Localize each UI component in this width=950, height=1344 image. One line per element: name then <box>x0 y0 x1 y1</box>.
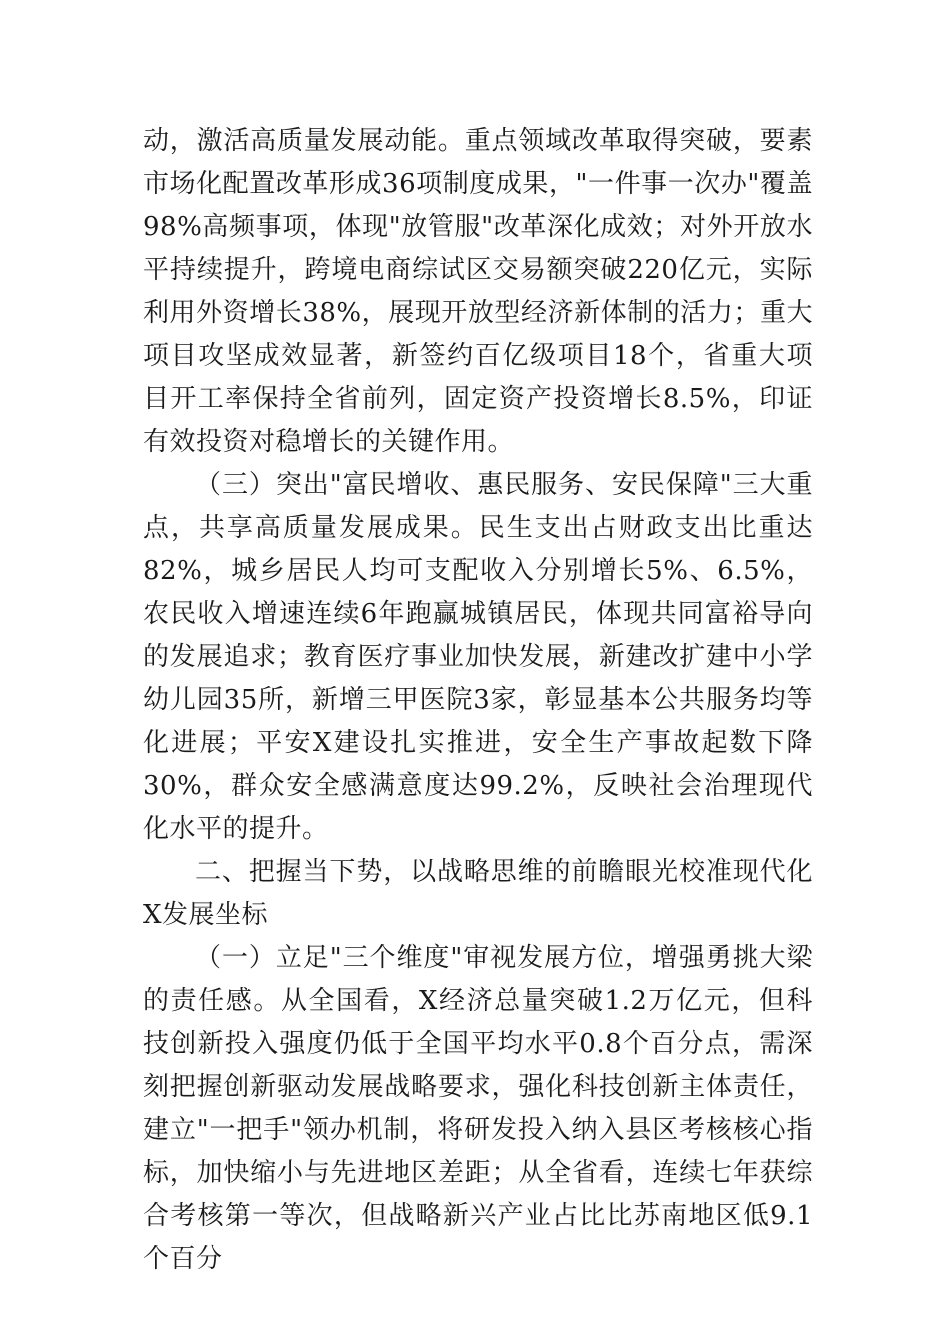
paragraph-three-dimensions: （一）立足"三个维度"审视发展方位，增强勇挑大梁的责任感。从全国看，X经济总量突破1.2万亿元，但科技创新投入强度仍低于全国平均水平0.8个百分点，需深刻把握创新驱动发展战略要求，强化科技创新主体责任，建立"一把手"领办机制，将研发投入纳入县区考核核心指标，加快缩小与先进地区差距；从全省看，连续七年获综合考核第一等次，但战略新兴产业占比比苏南地区低9.1个百分 <box>143 943 813 1274</box>
paragraph-reform-opening: 动，激活高质量发展动能。重点领域改革取得突破，要素市场化配置改革形成36项制度成果，"一件事一次办"覆盖98%高频事项，体现"放管服"改革深化成效；对外开放水平持续提升，跨境电商综试区交易额突破220亿元，实际利用外资增长38%，展现开放型经济新体制的活力；重大项目攻坚成效显著，新签约百亿级项目18个，省重大项目开工率保持全省前列，固定资产投资增长8.5%，印证有效投资对稳增长的关键作用。 <box>143 126 813 457</box>
paragraph-livelihood: （三）突出"富民增收、惠民服务、安民保障"三大重点，共享高质量发展成果。民生支出占财政支出比重达82%，城乡居民人均可支配收入分别增长5%、6.5%，农民收入增速连续6年跑赢城镇居民，体现共同富裕导向的发展追求；教育医疗事业加快发展，新建改扩建中小学幼儿园35所，新增三甲医院3家，彰显基本公共服务均等化进展；平安X建设扎实推进，安全生产事故起数下降30%，群众安全感满意度达99.2%，反映社会治理现代化水平的提升。 <box>143 470 813 844</box>
section-heading-two: 二、把握当下势，以战略思维的前瞻眼光校准现代化X发展坐标 <box>143 857 813 930</box>
document-body <box>143 120 813 1281</box>
